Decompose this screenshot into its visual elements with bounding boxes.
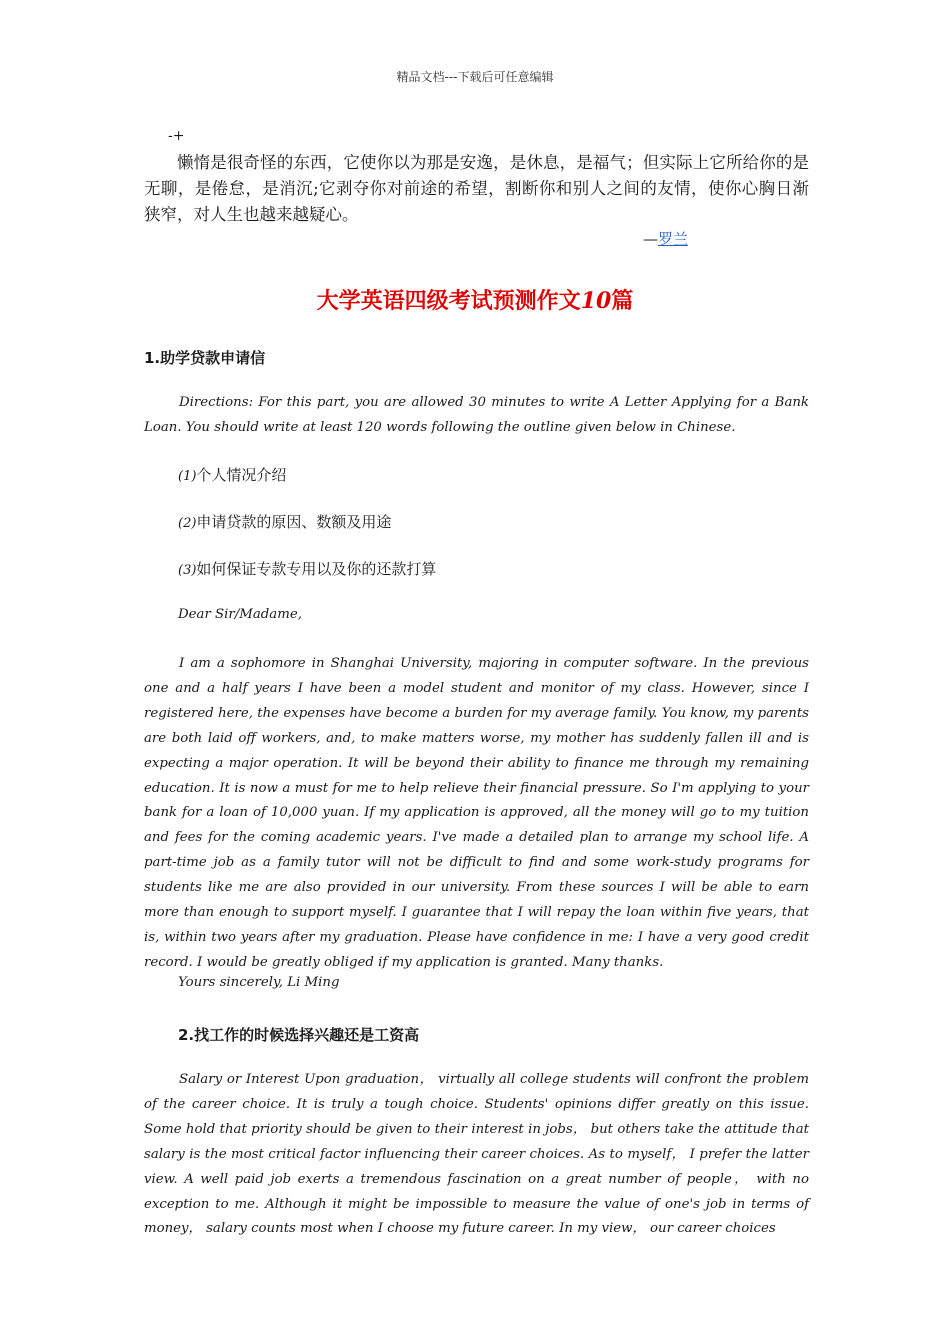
quote-attribution (643, 228, 688, 249)
section2-heading-text: 找工作的时候选择兴趣还是工资高 (194, 1026, 420, 1044)
title-text: 大学英语四级考试预测作文 (316, 289, 581, 314)
author-link[interactable]: 罗兰 (658, 230, 689, 248)
outline-num-3: (3) (178, 563, 197, 578)
outline-text-2: 申请贷款的原因、数额及用途 (196, 513, 392, 531)
directions-paragraph: Directions: For this part, you are allowed 30 minutes to write A Letter Applying for a Bank Loan. You should write at least 120 words following the outline given below in Chinese. (144, 395, 809, 435)
section1-heading-text: 助学贷款申请信 (160, 349, 266, 367)
section2-number: 2. (178, 1026, 195, 1044)
closing: Yours sincerely, Li Ming (178, 975, 340, 990)
section1-number: 1. (144, 349, 161, 367)
outline-item-3 (178, 558, 436, 579)
section1-heading (144, 347, 265, 368)
page-header: 精品文档---下载后可任意编辑 (396, 70, 554, 84)
attribution-dash: — (643, 230, 658, 248)
document-title (0, 284, 950, 315)
outline-item-2 (178, 511, 391, 532)
outline-num-2: (2) (178, 516, 197, 531)
salutation: Dear Sir/Madame, (178, 607, 302, 622)
outline-num-1: (1) (178, 469, 197, 484)
outline-text-3: 如何保证专款专用以及你的还款打算 (196, 560, 437, 578)
letter-body: I am a sophomore in Shanghai University, majoring in computer software. In the previous one and a half years I have been a model student and monitor of my class. However, since I registered here, the expenses have become a burden for my average family. You know, my parents are both laid off workers, and, to make matters worse, my mother has suddenly fallen ill and is expecting a major operation. It will be beyond their ability to finance me through my remaining education. It is now a must for me to help relieve their financial pressure. So I'm applying to your bank for a loan of 10,000 yuan. If my application is approved, all the money will go to my tuition and fees for the coming academic years. I've made a detailed plan to arrange my school life. A part-time job as a family tutor will not be difficult to find and some work-study programs for students like me are also provided in our university. From these sources I will be able to earn more than enough to support myself. I guarantee that I will repay the loan within five years, that is, within two years after my graduation. Please have confidence in me: I have a very good credit record. I would be greatly obliged if my application is granted. Many thanks. (144, 656, 809, 970)
essay-body: Salary or Interest Upon graduation， virtually all college students will confront the problem of the career choice. It is truly a tough choice. Students' opinions differ greatly on this issue. Some hold that priority should be given to their interest in jobs， but others take the attitude that salary is the most critical factor influencing their career choices. As to myself， I prefer the latter view. A well paid job exerts a tremendous fascination on a great number of people， with no exception to me. Although it might be impossible to measure the value of one's job in terms of money， salary counts most when I choose my future career. In my view， our career choices (144, 1072, 809, 1237)
outline-text-1: 个人情况介绍 (196, 466, 287, 484)
title-number: 10 (580, 288, 612, 314)
section2-heading (178, 1024, 419, 1045)
quote-paragraph: 懒惰是很奇怪的东西，它使你以为那是安逸，是休息，是福气；但实际上它所给你的是无聊，是倦怠，是消沉;它剥夺你对前途的希望，割断你和别人之间的友情，使你心胸日渐狭窄，对人生也越来越疑心。 (144, 153, 809, 224)
title-suffix: 篇 (611, 289, 634, 314)
outline-item-1 (178, 464, 286, 485)
marker-text: -+ (168, 128, 185, 144)
